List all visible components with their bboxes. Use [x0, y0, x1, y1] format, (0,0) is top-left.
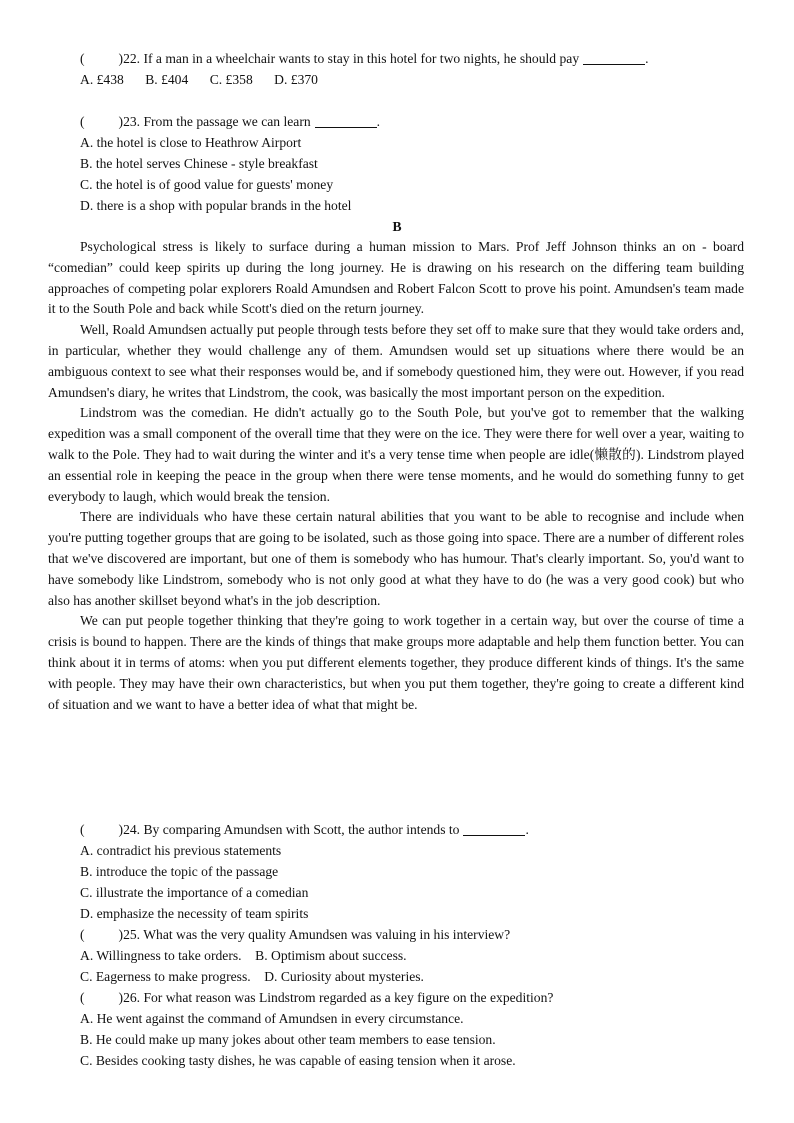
answer-paren-close: )	[118, 51, 124, 66]
question-26	[80, 988, 553, 1009]
answer-blank	[315, 113, 377, 128]
paragraph-2: Well, Roald Amundsen actually put people through tests before they set off to make sure that they would take orders and, in particular, whether they would challenge any of them. Amundsen would set up situations where there would be an ambiguous context to see what their responses would be, and if somebody questioned him, they were out. However, if you read Amundsen's diary, he writes that Lindstrom, the cook, was basically the most important person on the expedition.	[48, 322, 744, 400]
question-24	[80, 820, 529, 841]
option-a: A. £438	[80, 72, 124, 87]
question-22-options	[80, 70, 336, 91]
option-a: A. He went against the command of Amundsen in every circumstance.	[80, 1011, 464, 1026]
answer-blank	[463, 821, 525, 836]
answer-paren-close: )	[118, 990, 124, 1005]
answer-paren-open: (	[80, 114, 85, 129]
option-c: C. illustrate the importance of a comedian	[80, 885, 309, 900]
option-b: B. £404	[145, 72, 189, 87]
option-a: A. contradict his previous statements	[80, 843, 282, 858]
answer-paren-close: )	[118, 114, 124, 129]
answer-paren-open: (	[80, 990, 85, 1005]
options-row-ab	[80, 946, 407, 967]
question-stem: 26. For what reason was Lindstrom regarded as a key figure on the expedition?	[123, 990, 554, 1005]
option-d: D. Curiosity about mysteries.	[264, 969, 424, 984]
option-d: D. there is a shop with popular brands in the hotel	[80, 198, 352, 213]
option-b: B. He could make up many jokes about other team members to ease tension.	[80, 1032, 496, 1047]
option-b: B. the hotel serves Chinese - style breakfast	[80, 156, 318, 171]
option-b: B. introduce the topic of the passage	[80, 864, 279, 879]
question-stem: 24. By comparing Amundsen with Scott, the author intends to	[123, 822, 460, 837]
option-d: D. £370	[274, 72, 318, 87]
answer-paren-open: (	[80, 927, 85, 942]
question-stem: 23. From the passage we can learn	[123, 114, 311, 129]
passage	[48, 237, 744, 715]
question-22	[80, 49, 649, 70]
option-c: C. the hotel is of good value for guests' money	[80, 177, 334, 192]
answer-blank	[583, 50, 645, 65]
question-stem: 22. If a man in a wheelchair wants to stay in this hotel for two nights, he should pay	[123, 51, 580, 66]
answer-paren-close: )	[118, 822, 124, 837]
paragraph-5: We can put people together thinking that they're going to work together in a certain way, but over the course of time a crisis is bound to happen. There are the kinds of things that make groups more adaptable and help them function better. You can think about it in terms of atoms: when you put different elements together, they produce different kinds of things. It's the same with people. They may have their own characteristics, but when you put them together, they're going to create a different kind of situation and we want to have a better idea of what that might be.	[48, 613, 744, 712]
option-c: C. Eagerness to make progress.	[80, 969, 251, 984]
paragraph-1: Psychological stress is likely to surface during a human mission to Mars. Prof Jeff Johnson thinks an on - board “comedian” could keep spirits up during the long journey. He is drawing on his research on the differing team building approaches of competing polar explorers Roald Amundsen and Robert Falcon Scott to prove his point. Amundsen's team made it to the South Pole and back while Scott's died on the return journey.	[48, 239, 744, 317]
answer-paren-open: (	[80, 51, 85, 66]
option-c: C. £358	[209, 72, 253, 87]
section-title: B	[392, 219, 402, 234]
option-d: D. emphasize the necessity of team spirits	[80, 906, 309, 921]
option-b: B. Optimism about success.	[255, 948, 407, 963]
question-23	[80, 112, 380, 133]
question-end: .	[525, 822, 529, 837]
answer-paren-open: (	[80, 822, 85, 837]
option-a: A. the hotel is close to Heathrow Airport	[80, 135, 302, 150]
question-end: .	[376, 114, 381, 129]
option-a: A. Willingness to take orders.	[80, 948, 242, 963]
paragraph-3: Lindstrom was the comedian. He didn't actually go to the South Pole, but you've got to remember that the walking expedition was a small component of the overall time that they were on the ice. They were there for well over a year, waiting to walk to the Pole. They had to wait during the winter and it's a very tense time when people are idle(懒散的). Lindstrom played an essential role in keeping the peace in the group when there were tense moments, and he would do something funny to get everybody to laugh, which would break the tension.	[48, 405, 744, 504]
question-25	[80, 925, 510, 946]
paragraph-4: There are individuals who have these certain natural abilities that you want to be able to recognise and include when you're putting together groups that are going to be isolated, such as those going into space. There are a number of different roles that we've discovered are important, but one of them is somebody who has humour. That's clearly important. So, you'd want to have somebody like Lindstrom, somebody who is not only good at what they have to do (he was a very good cook) but who also has another skillset beyond what's in the job description.	[48, 509, 744, 608]
question-stem: 25. What was the very quality Amundsen was valuing in his interview?	[123, 927, 511, 942]
question-end: .	[645, 51, 649, 66]
option-c: C. Besides cooking tasty dishes, he was capable of easing tension when it arose.	[80, 1053, 516, 1068]
options-row-cd	[80, 967, 424, 988]
answer-paren-close: )	[118, 927, 124, 942]
